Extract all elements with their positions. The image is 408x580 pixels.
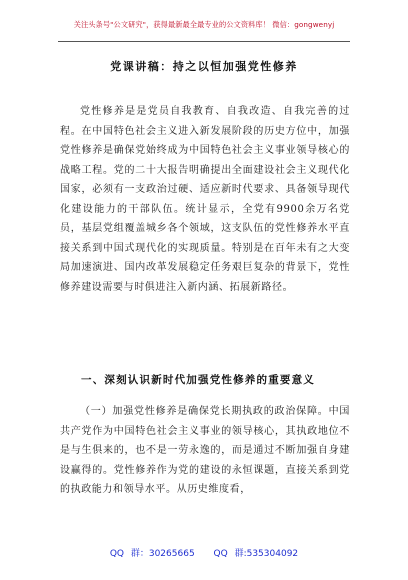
footer-qq-group-1: QQ 群：30265665 bbox=[109, 549, 195, 559]
footer bbox=[58, 546, 350, 559]
document-title: 党课讲稿：持之以恒加强党性修养 bbox=[110, 60, 298, 73]
header-divider bbox=[58, 41, 350, 42]
body-paragraph-intro: 党性修养是是党员自我教育、自我改造、自我完善的过程。在中国特色社会主义进入新发展阶段的历史方位中，加强党性修养是确保党始终成为中国特色社会主义事业领导核心的战略工程。党的二十大报告明确提出全面建设社会主义现代化国家，必须有一支政治过硬、适应新时代要求、具备领导现代化建设能力的干部队伍。统计显示，全党有9900余万名党员，基层党组覆盖城乡各个领域，这支队伍的党性修养水平直接关系到中国式现代化的实现质量。特别是在百年未有之大变局加速演进、国内改革发展稳定任务艰巨复杂的背景下，党性修养建设需要与时俱进注入新内涵、拓展新路径。 bbox=[60, 106, 350, 293]
body-paragraph-section-1: （一）加强党性修养是确保党长期执政的政治保障。中国共产党作为中国特色社会主义事业的领导核心，其执政地位不是与生俱来的，也不是一劳永逸的，而是通过不断加强自身建设赢得的。党性修养作为党的建设的永恒课题，直接关系到党的执政能力和领导水平。从历史维度看， bbox=[60, 406, 350, 495]
section-heading: 一、深刻认识新时代加强党性修养的重要意义 bbox=[81, 374, 315, 386]
header-banner: 关注头条号"公文研究"，获得最新最全最专业的公文资料库！ 微信：gongwenyj bbox=[73, 20, 335, 29]
footer-qq-group-2: QQ 群:535304092 bbox=[213, 549, 299, 559]
